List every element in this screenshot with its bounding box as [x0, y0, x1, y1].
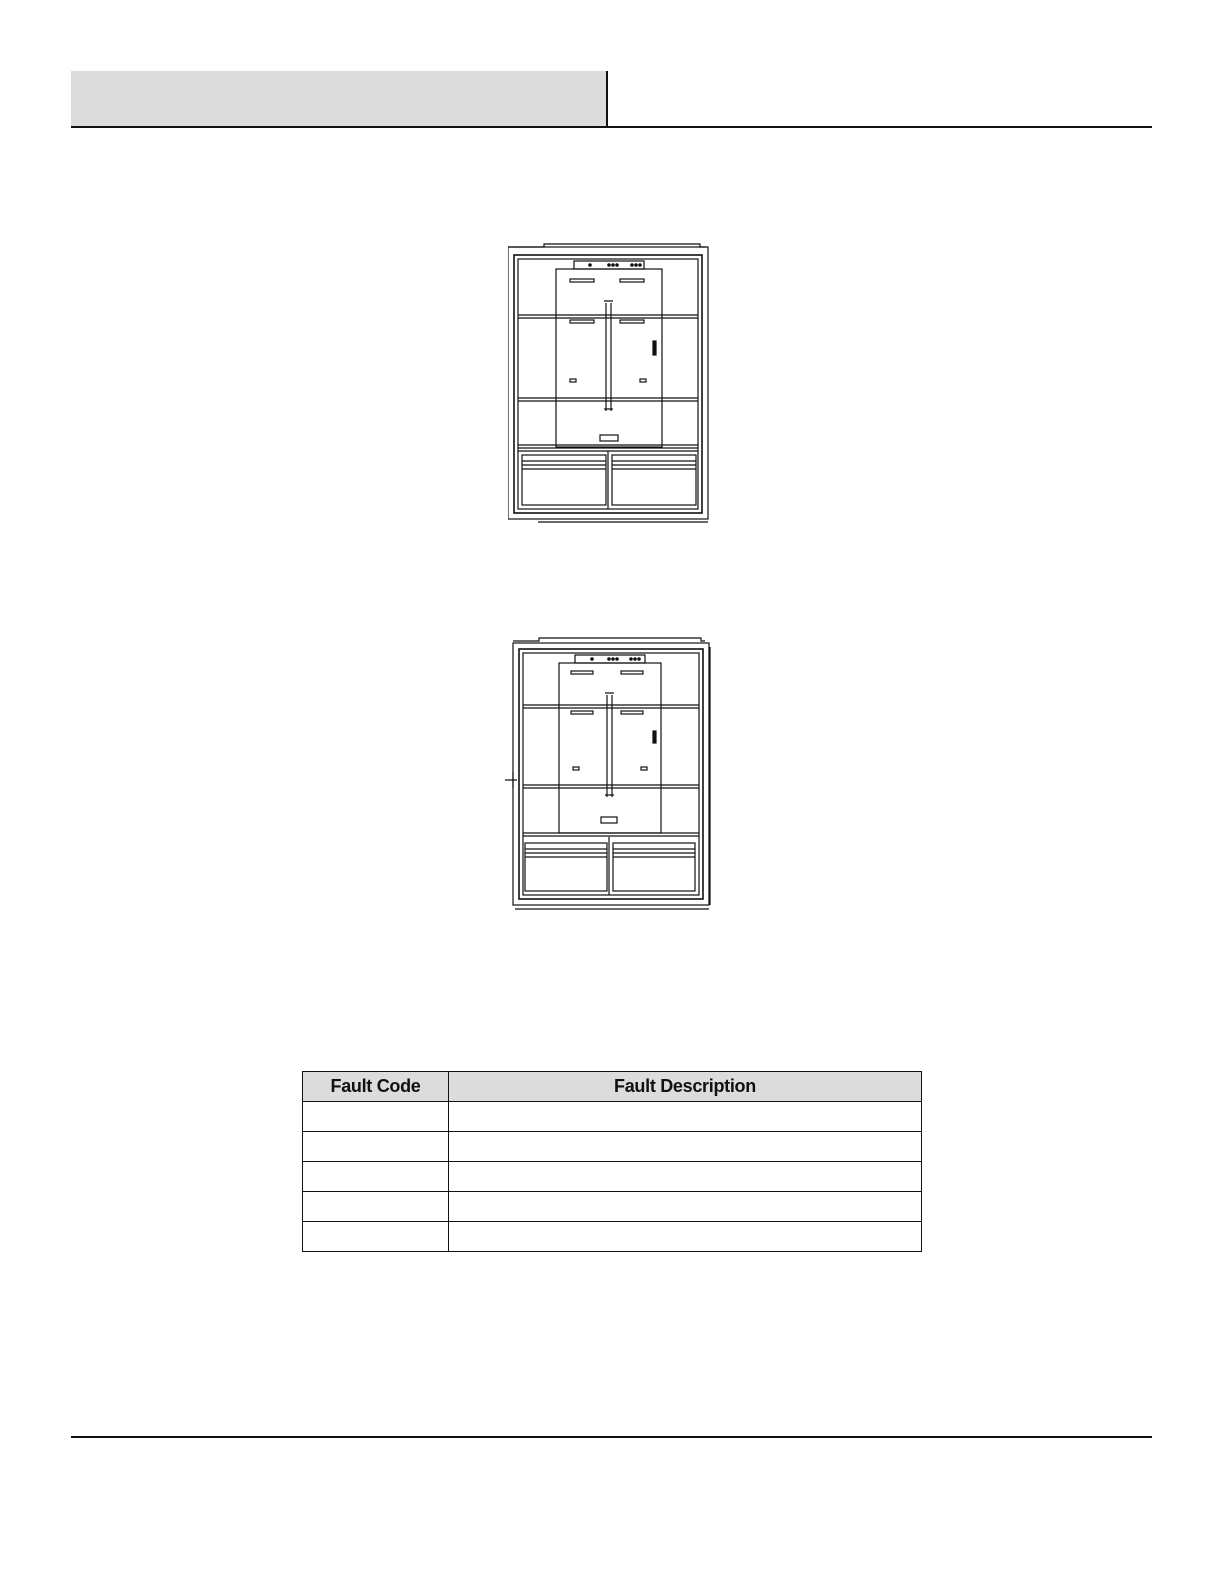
fault-description-cell [449, 1162, 922, 1192]
fault-code-cell [303, 1162, 449, 1192]
fault-description-cell [449, 1102, 922, 1132]
column-header-fault-description: Fault Description [449, 1072, 922, 1102]
fault-description-cell [449, 1222, 922, 1252]
fault-code-table [302, 1071, 922, 1252]
footer-rule [71, 1436, 1152, 1438]
header-divider [606, 71, 608, 128]
fault-code-cell [303, 1222, 449, 1252]
fault-description-cell [449, 1132, 922, 1162]
table-header-row [303, 1072, 922, 1102]
refrigerator-diagram-top [508, 241, 720, 527]
fault-code-cell [303, 1192, 449, 1222]
fault-code-cell [303, 1102, 449, 1132]
table-row [303, 1222, 922, 1252]
table-row [303, 1192, 922, 1222]
header-tab [71, 71, 607, 127]
table-row [303, 1132, 922, 1162]
table-row [303, 1102, 922, 1132]
fault-description-cell [449, 1192, 922, 1222]
table-row [303, 1162, 922, 1192]
header-rule [71, 126, 1152, 128]
fault-code-cell [303, 1132, 449, 1162]
refrigerator-diagram-bottom [505, 637, 723, 911]
column-header-fault-code: Fault Code [303, 1072, 449, 1102]
